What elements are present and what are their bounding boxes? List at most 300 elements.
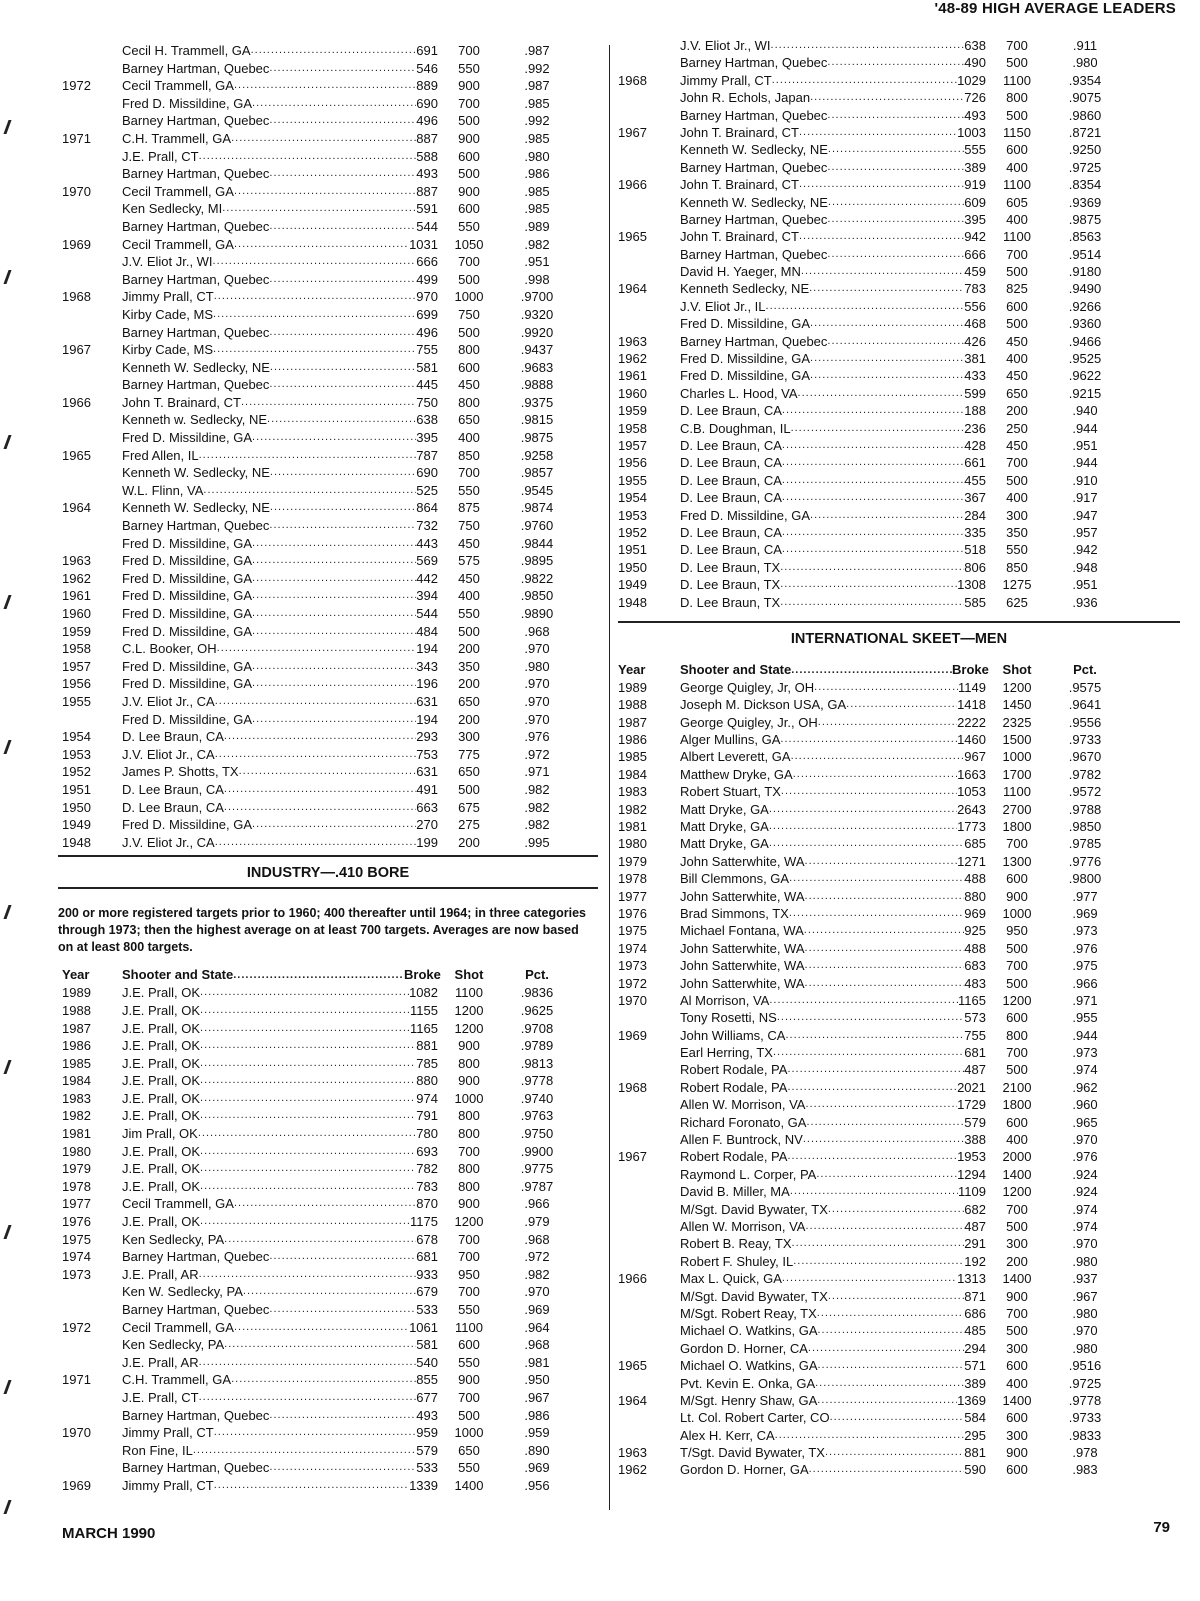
row-broke: 1953 [957, 1149, 986, 1165]
row-shooter-area [122, 1072, 438, 1090]
row-year: 1966 [618, 1271, 647, 1287]
row-shot: 700 [1006, 1201, 1028, 1217]
row-shot: 550 [458, 482, 480, 498]
row-broke: 889 [416, 78, 438, 94]
row-year: 1967 [62, 342, 91, 358]
leader-dots [766, 298, 965, 315]
row-shooter: Gordon D. Horner, GA [680, 1462, 809, 1478]
row-shooter-area [122, 411, 438, 429]
row-shooter: J.V. Eliot Jr., WI [122, 254, 213, 270]
row-year [618, 54, 680, 71]
row-year: 1960 [618, 385, 647, 401]
row-year: 1982 [618, 801, 647, 817]
row-broke: 753 [416, 746, 438, 762]
row-pct: .9875 [1068, 211, 1102, 227]
row-broke: 445 [416, 377, 438, 393]
leader-dots [775, 1427, 965, 1444]
leader-dots [810, 315, 964, 332]
table-row [618, 1044, 1180, 1061]
table-row [618, 1183, 1180, 1200]
row-shot: 750 [458, 306, 480, 322]
row-pct: .9708 [520, 1020, 554, 1036]
row-pct: .980 [1072, 1305, 1098, 1321]
row-pct: .959 [524, 1425, 550, 1441]
row-shot: 1400 [1002, 1392, 1032, 1408]
row-shooter: Fred D. Missildine, GA [122, 711, 253, 727]
row-broke: 1339 [409, 1477, 438, 1493]
row-broke: 690 [416, 465, 438, 481]
row-shot: 300 [1006, 1236, 1028, 1252]
table-row [618, 141, 1180, 158]
table-row [618, 1357, 1180, 1374]
row-pct: .977 [1072, 888, 1098, 904]
row-year [618, 194, 680, 211]
row-year: 1978 [62, 1178, 91, 1194]
leader-dots [825, 1444, 964, 1461]
leader-dots [199, 148, 417, 166]
row-pct: .951 [1072, 577, 1098, 593]
row-year: 1965 [618, 229, 647, 245]
row-year [58, 1407, 122, 1425]
binding-mark [3, 1380, 11, 1394]
leader-dots [828, 1201, 964, 1218]
row-broke: 194 [416, 641, 438, 657]
row-shooter-area [122, 429, 438, 447]
table-row [618, 1096, 1180, 1113]
row-shot: 1200 [1002, 1184, 1032, 1200]
row-pct: .9776 [1068, 853, 1102, 869]
table-row [618, 1253, 1180, 1270]
leader-dots [769, 835, 964, 852]
table-row [58, 746, 598, 764]
row-shooter: Barney Hartman, Quebec [680, 55, 828, 71]
leader-dots [215, 693, 417, 711]
row-shot: 550 [458, 1302, 480, 1317]
row-year: 1984 [618, 766, 647, 782]
row-shooter: J.V. Eliot Jr., CA [122, 693, 215, 709]
table-row [618, 766, 1180, 783]
table-row [58, 341, 598, 359]
row-year [58, 148, 122, 166]
row-broke: 967 [964, 749, 986, 765]
leader-dots [193, 1442, 416, 1460]
table-row [58, 411, 598, 429]
leader-dots [799, 228, 964, 245]
row-shooter: Matt Dryke, GA [680, 819, 769, 835]
table-row [58, 1160, 598, 1178]
row-shot: 950 [1006, 923, 1028, 939]
table-row [58, 77, 598, 95]
row-broke: 499 [416, 271, 438, 287]
row-year: 1959 [618, 403, 647, 419]
leader-dots [809, 1461, 965, 1478]
row-shooter-area [680, 54, 986, 71]
leader-dots [828, 194, 964, 211]
row-broke: 556 [964, 298, 986, 314]
row-year: 1961 [618, 368, 647, 384]
row-shooter: Barney Hartman, Quebec [122, 218, 270, 234]
row-pct: .9360 [1068, 316, 1102, 332]
row-pct: .9733 [1068, 1410, 1102, 1426]
row-pct: .965 [1072, 1114, 1098, 1130]
row-shooter: John Satterwhite, WA [680, 853, 805, 869]
row-broke: 791 [416, 1108, 438, 1124]
leader-dots [828, 141, 964, 158]
row-shot: 500 [1006, 975, 1028, 991]
row-year [58, 535, 122, 553]
row-year: 1967 [618, 1149, 647, 1165]
row-broke: 1165 [410, 1020, 438, 1036]
row-shooter: D. Lee Braun, CA [122, 799, 224, 815]
row-pct: .970 [524, 1284, 550, 1300]
leader-dots [252, 535, 416, 553]
leader-dots [203, 482, 416, 500]
row-shooter-area [680, 975, 986, 992]
table-row [58, 1231, 598, 1249]
row-year: 1983 [62, 1090, 91, 1106]
leader-dots [782, 402, 964, 419]
row-pct: .9369 [1068, 194, 1102, 210]
row-shooter: J.V. Eliot Jr., IL [680, 298, 766, 314]
table-row [58, 183, 598, 201]
row-shooter: J.E. Prall, AR [122, 1354, 199, 1370]
row-pct: .9725 [1068, 1375, 1102, 1391]
table-row [58, 1072, 598, 1090]
row-shooter: Lt. Col. Robert Carter, CO [680, 1410, 830, 1426]
leader-dots [234, 183, 416, 201]
row-pct: .917 [1072, 490, 1098, 506]
row-shooter-area [680, 1253, 986, 1270]
table-row [618, 541, 1180, 558]
row-shooter-area [122, 1283, 438, 1301]
row-broke: 484 [416, 623, 438, 639]
leader-dots [827, 159, 964, 176]
row-shooter-area [122, 1143, 438, 1161]
right-column [618, 37, 1180, 1479]
row-shooter: Earl Herring, TX [680, 1045, 773, 1061]
row-shot: 700 [458, 1249, 480, 1265]
row-broke: 533 [416, 1302, 438, 1317]
row-shooter-area [680, 731, 986, 748]
table-row [58, 394, 598, 412]
row-year [618, 1166, 680, 1183]
row-pct: .9516 [1068, 1358, 1102, 1374]
row-year: 1965 [62, 447, 91, 463]
row-pct: .947 [1072, 507, 1098, 523]
row-pct: .940 [1072, 403, 1098, 419]
row-shooter-area [122, 1020, 438, 1038]
row-pct: .982 [524, 236, 550, 252]
row-shooter: Kenneth W. Sedlecky, NE [122, 359, 270, 375]
row-pct: .9844 [520, 535, 554, 551]
leader-dots [793, 766, 957, 783]
leader-dots [827, 54, 964, 71]
row-year: 1953 [62, 746, 91, 762]
row-year: 1972 [62, 78, 91, 94]
row-year: 1960 [62, 606, 91, 621]
row-broke: 343 [416, 658, 438, 674]
row-shooter: J.E. Prall, OK [122, 1020, 201, 1036]
row-shooter: D. Lee Braun, TX [680, 559, 781, 575]
row-pct: .9778 [520, 1073, 554, 1089]
leader-dots [200, 1107, 416, 1125]
row-shooter-area [122, 640, 438, 658]
row-shot: 800 [458, 342, 480, 358]
table-row [58, 587, 598, 605]
table-row [618, 194, 1180, 211]
leader-dots [252, 816, 416, 834]
leader-dots [787, 1061, 964, 1078]
table-row [58, 306, 598, 324]
leader-dots [827, 211, 964, 228]
leader-dots [224, 781, 416, 799]
row-shot: 600 [1006, 1410, 1028, 1426]
row-broke: 442 [416, 570, 438, 586]
row-shooter-area [122, 200, 438, 218]
row-broke: 599 [964, 385, 986, 401]
row-broke: 959 [416, 1425, 438, 1441]
row-broke: 518 [964, 542, 986, 558]
row-shooter-area [122, 746, 438, 764]
row-pct: .911 [1072, 38, 1098, 53]
row-pct: .9258 [520, 447, 554, 463]
row-shot: 2000 [1002, 1149, 1032, 1165]
table-row [618, 315, 1180, 332]
row-shooter-area [122, 587, 438, 605]
leader-dots [200, 1055, 416, 1073]
row-pct: .9890 [520, 606, 554, 621]
table-row [58, 253, 598, 271]
row-shooter-area [680, 454, 986, 471]
row-shooter-area [680, 870, 986, 887]
row-shot: 1100 [1003, 72, 1031, 88]
row-year [58, 60, 122, 78]
row-year: 1968 [618, 72, 647, 88]
row-shooter: J.E. Prall, CT [122, 1389, 199, 1405]
row-pct: .980 [524, 658, 550, 674]
row-pct: .982 [524, 781, 550, 797]
row-shooter: Barney Hartman, Quebec [680, 333, 828, 349]
row-broke: 1165 [958, 992, 986, 1008]
leader-dots [217, 640, 417, 658]
row-broke: 1061 [409, 1319, 438, 1335]
row-year: 1988 [62, 1002, 91, 1018]
row-year [618, 263, 680, 280]
row-shooter-area [680, 420, 986, 437]
table-row [58, 623, 598, 641]
table-row [618, 1201, 1180, 1218]
row-broke: 493 [416, 1407, 438, 1423]
table-row [58, 271, 598, 289]
table-row [58, 1090, 598, 1108]
row-shot: 500 [1006, 472, 1028, 488]
row-shot: 850 [1006, 559, 1028, 575]
row-shooter: Matt Dryke, GA [680, 801, 769, 817]
row-pct: .937 [1072, 1271, 1098, 1287]
row-year: 1958 [618, 420, 647, 436]
row-shot: 1100 [1003, 229, 1031, 245]
table-row [58, 728, 598, 746]
row-pct: .9750 [520, 1126, 554, 1142]
row-broke: 236 [964, 420, 986, 436]
row-year [58, 42, 122, 60]
row-shooter: M/Sgt. David Bywater, TX [680, 1288, 828, 1304]
row-pct: .9575 [1068, 679, 1102, 695]
row-shooter: D. Lee Braun, TX [680, 577, 781, 593]
leader-dots [200, 984, 409, 1002]
table-row [58, 112, 598, 130]
row-year: 1961 [62, 588, 91, 604]
row-shooter-area [122, 1266, 438, 1284]
leader-dots [818, 1357, 965, 1374]
row-broke: 806 [964, 559, 986, 575]
row-pct: .986 [524, 1407, 550, 1423]
row-shot: 900 [458, 183, 480, 199]
row-shooter-area [680, 333, 986, 350]
table-row [58, 834, 598, 852]
row-shooter-area [680, 1235, 986, 1252]
row-shooter-area [122, 394, 438, 412]
row-pct: .970 [1072, 1236, 1098, 1252]
row-pct: .9785 [1068, 836, 1102, 852]
row-year: 1966 [618, 177, 647, 193]
row-shooter: Ken Sedlecky, PA [122, 1337, 225, 1353]
row-shooter: Kenneth W. Sedlecky, NE [680, 142, 828, 158]
row-shooter-area [122, 623, 438, 641]
table-row [618, 54, 1180, 71]
row-pct: .989 [524, 218, 550, 234]
row-pct: .980 [524, 148, 550, 164]
table-row [58, 1477, 598, 1495]
table-row [618, 922, 1180, 939]
row-broke: 678 [416, 1231, 438, 1247]
leader-dots [804, 922, 965, 939]
row-pct: .969 [1072, 905, 1098, 921]
table-row [58, 1037, 598, 1055]
row-shooter-area [680, 89, 986, 106]
row-shooter-area [680, 298, 986, 315]
row-pct: .9900 [520, 1143, 554, 1159]
row-broke: 569 [416, 553, 438, 569]
leader-dots [808, 1340, 964, 1357]
leader-dots [269, 218, 416, 236]
leader-dots [810, 350, 964, 367]
leader-dots [782, 1270, 957, 1287]
table-row [58, 658, 598, 676]
row-pct: .964 [524, 1319, 550, 1335]
row-shooter-area [122, 1319, 438, 1337]
row-shooter: J.E. Prall, OK [122, 1214, 201, 1230]
table-row [618, 89, 1180, 106]
row-shot: 625 [1006, 594, 1028, 610]
row-shooter: Cecil Trammell, GA [122, 236, 234, 252]
table-row [58, 1125, 598, 1143]
leader-dots [234, 236, 409, 254]
row-pct: .9815 [520, 412, 554, 428]
table-row [618, 559, 1180, 576]
row-shooter-area [680, 922, 986, 939]
row-pct: .970 [524, 693, 550, 709]
row-shot: 825 [1006, 281, 1028, 297]
row-shot: 900 [458, 1038, 480, 1054]
row-shooter: Fred D. Missildine, GA [122, 817, 253, 833]
leader-dots [267, 411, 416, 429]
industry-note: 200 or more registered targets prior to 1960; 400 thereafter until 1964; in three categories through 1973; then the highest average on at least 700 targets. Averages are now based on at least 800 targets. [58, 906, 586, 955]
row-shooter-area [122, 1195, 438, 1213]
row-pct: .970 [524, 676, 550, 692]
row-year [58, 165, 122, 183]
row-pct: .979 [524, 1214, 550, 1230]
row-pct: .9490 [1068, 281, 1102, 297]
row-shot: 500 [458, 324, 480, 340]
leader-dots [809, 280, 964, 297]
row-pct: .950 [524, 1372, 550, 1388]
section-divider [58, 887, 598, 889]
row-year: 1952 [618, 524, 647, 540]
row-year: 1963 [62, 553, 91, 569]
row-year: 1977 [618, 888, 647, 904]
table-row [618, 731, 1180, 748]
row-year [618, 1375, 680, 1392]
leader-dots [224, 799, 416, 817]
leader-dots [243, 1283, 416, 1301]
row-year: 1969 [618, 1027, 647, 1043]
row-broke: 459 [964, 264, 986, 280]
leader-dots [199, 1389, 417, 1407]
row-shooter-area [122, 271, 438, 289]
leader-dots [200, 1072, 416, 1090]
row-shooter-area [122, 570, 438, 588]
row-pct: .9375 [520, 394, 554, 410]
row-year: 1949 [618, 577, 647, 593]
row-pct: .9850 [520, 588, 554, 604]
row-year: 1975 [62, 1231, 91, 1247]
row-shot: 400 [1006, 211, 1028, 227]
row-pct: .980 [1072, 55, 1098, 71]
row-year: 1962 [618, 351, 647, 367]
row-year [618, 1253, 680, 1270]
table-row [58, 429, 598, 447]
row-shooter: George Quigley, Jr., OH [680, 714, 818, 730]
leader-dots [269, 271, 416, 289]
row-shooter: D. Lee Braun, CA [680, 542, 782, 558]
row-year: 1979 [62, 1161, 91, 1177]
row-shooter: Barney Hartman, Quebec [122, 1302, 270, 1317]
leader-dots [827, 246, 964, 263]
row-year: 1968 [62, 289, 91, 305]
row-broke: 571 [964, 1358, 986, 1374]
binding-mark [3, 740, 11, 754]
leader-dots [224, 1336, 416, 1354]
row-broke: 1418 [957, 697, 986, 713]
table-row [618, 124, 1180, 141]
leader-dots [233, 966, 404, 984]
row-shooter-area [680, 1340, 986, 1357]
row-shot: 700 [1006, 246, 1028, 262]
row-shooter-area [680, 141, 986, 158]
table-row [618, 1009, 1180, 1026]
row-pct: .951 [524, 254, 550, 270]
row-shot: 1275 [1002, 577, 1032, 593]
row-shooter-area [122, 799, 438, 817]
industry-table [58, 984, 598, 1494]
table-row [58, 1407, 598, 1425]
row-year: 1955 [618, 472, 647, 488]
row-pct: .9833 [1068, 1427, 1102, 1443]
leader-dots [799, 176, 964, 193]
row-year [618, 107, 680, 124]
skeet-410-continued-table-right [618, 37, 1180, 611]
